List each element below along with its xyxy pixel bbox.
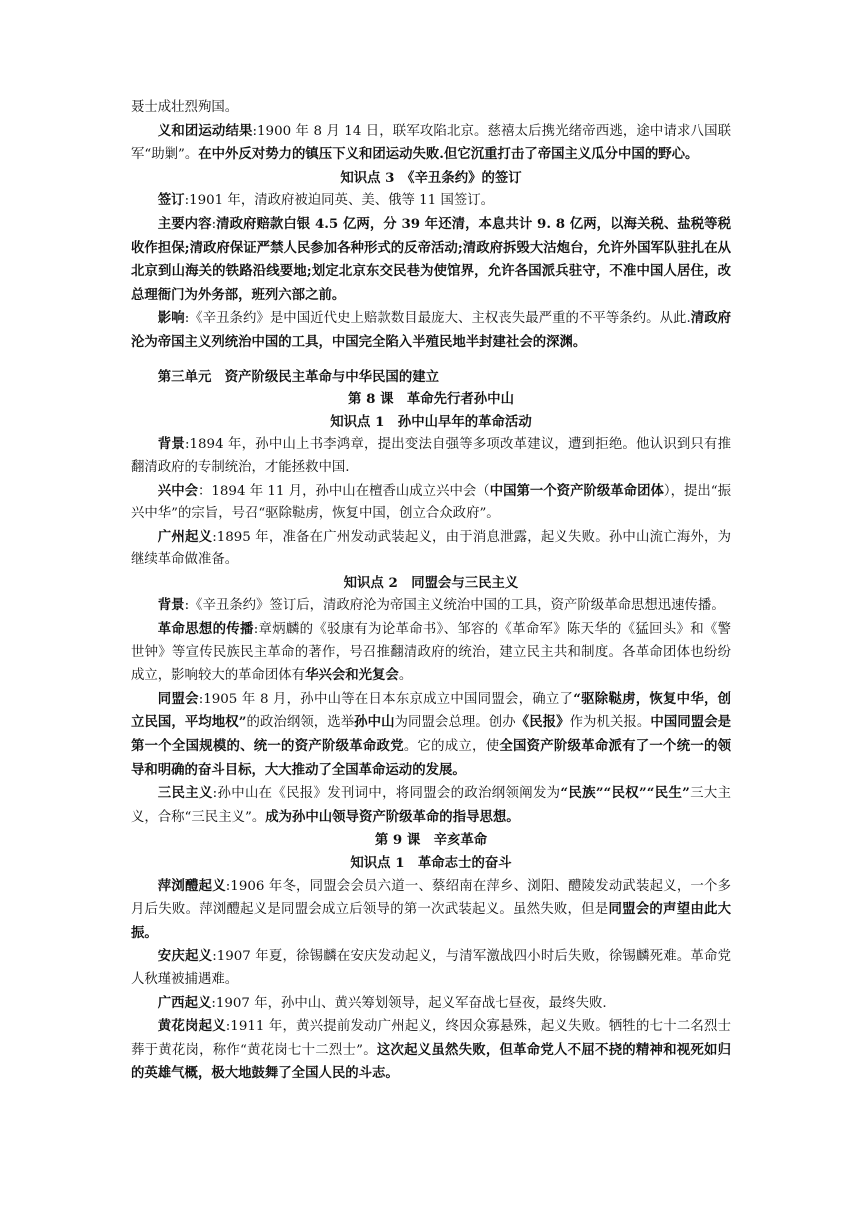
paragraph-text: 。它的成立，使 [403, 739, 500, 755]
bold-text: 全国资产阶级革命派有了一个统一的领导和明确的奋斗目标，大大推动了全国革命运动的发展。 [131, 738, 732, 778]
paragraph-guangxi-uprising [131, 992, 731, 1016]
paragraph-label: 萍浏醴起义 [157, 877, 226, 894]
paragraph-background [131, 594, 731, 618]
paragraph-text: :章炳麟的《驳康有为论革命书》、邹容的《革命军》陈天华的《猛回头》和《警世钟》等宣传民族民主革命的著作，号召推翻清政府的统治，建立民主共和制度。各革命团体也纷纷成立，影响较大的革命团体有 [131, 622, 732, 684]
paragraph-text: :1905 年 8 月，孙中山等在日本东京成立中国同盟会，确立了 [198, 691, 574, 707]
paragraph-boxer-result [131, 120, 731, 167]
paragraph-label: 兴中会 [157, 482, 198, 499]
bold-text: 成为孙中山领导资产阶级革命的指导思想。 [265, 808, 520, 825]
bold-text: 华兴会和光复会 [305, 667, 399, 684]
paragraph-label: 签订 [157, 192, 185, 209]
paragraph-text: :1900 年 8 月 14 日，联军攻陷北京。慈禧太后携光绪帝西逃，途中请求八国联军“助剿”。 [131, 123, 731, 163]
unit-heading: 第三单元 资产阶级民主革命与中华民国的建立 [157, 368, 439, 385]
paragraph-ideas-spread [131, 618, 731, 688]
knowledge-point-heading: 知识点 3 《辛丑条约》的签订 [340, 169, 522, 186]
bold-text: 清政府赔款白银 4.5 亿两，分 39 年还清，本息共计 9. 8 亿两，以海关税、盐税等税收作担保;清政府保证严禁人民参加各种形式的反帝活动;清政府拆毁大沽炮台，允许外国军队驻扎在从北京到山海关的铁路沿线要地;划定北京东交民巷为使馆界，允许各国派兵驻守，不准中国人居住，改总理衙门为外务部，班列六部之前。 [131, 215, 732, 303]
paragraph-main-content [131, 213, 731, 307]
knowledge-point-heading: 知识点 2 同盟会与三民主义 [343, 574, 519, 591]
paragraph-text: :1901 年，清政府被迫同英、美、俄等 11 国签订。 [184, 193, 495, 209]
paragraph-text: : [211, 216, 217, 232]
paragraph-xingzhonghui [131, 480, 731, 526]
paragraph [131, 97, 731, 120]
paragraph-text: 为同盟会总理。创办 [394, 715, 516, 731]
paragraph-text: 聂士成壮烈殉国。 [131, 100, 239, 115]
paragraph-label: 三民主义 [157, 785, 213, 802]
bold-text: 中国同盟会是第一个全国规模的、统一的资产阶级革命政党 [131, 714, 732, 755]
knowledge-point-heading: 知识点 1 革命志士的奋斗 [350, 855, 512, 871]
bold-text: 在中外反对势力的镇压下义和团运动失败.但它沉重打击了帝国主义瓜分中国的野心。 [198, 146, 699, 163]
document-body [131, 97, 731, 1086]
paragraph-text: :《辛丑条约》签订后，清政府沦为帝国主义统治中国的工具，资产阶级革命思想迅速传播。 [184, 598, 725, 614]
paragraph-label: 同盟会 [157, 690, 199, 707]
paragraph-label: 背景 [157, 597, 185, 614]
paragraph-text: ：1894 年 11 月，孙中山在檀香山成立兴中会（ [198, 483, 490, 499]
paragraph-label: 黄花岗起义 [157, 1018, 226, 1035]
paragraph-text: :1894 年，孙中山上书李鸿章，提出变法自强等多项改革建议，遭到拒绝。他认识到只有推翻清政府的专制统治，才能拯救中国. [131, 437, 732, 475]
paragraph-text: 。 [398, 668, 413, 684]
paragraph-label: 广州起义 [157, 528, 213, 545]
paragraph-text: :孙中山在《民报》发刊词中，将同盟会的政治纲领阐发为 [212, 786, 561, 802]
paragraph-text: 作为机关报。 [569, 715, 651, 731]
paragraph-impact [131, 307, 731, 354]
paragraph-label: 义和团运动结果 [157, 122, 253, 139]
paragraph-signing [131, 189, 731, 213]
bold-text: 清政府沦为帝国主义列统治中国的工具，中国完全陷入半殖民地半封建社会的深渊。 [131, 310, 732, 350]
paragraph-three-principles [131, 782, 731, 829]
paragraph-text: 三大主义，合称“三民主义”。 [131, 786, 732, 825]
paragraph-text: ），提出“振兴中华”的宗旨，号召“驱除鞑虏，恢复中国，创立合众政府”。 [131, 483, 732, 522]
paragraph-label: 革命思想的传播 [157, 621, 254, 638]
bold-text: 中国第一个资产阶级革命团体 [489, 482, 664, 499]
bold-text: 《民报》 [515, 714, 570, 731]
bold-text: “驱除鞑虏，恢复中华，创立民国，平均地权” [131, 690, 731, 731]
bold-text: “民族”“民权”“民生” [560, 785, 690, 802]
paragraph-label: 安庆起义 [157, 948, 213, 965]
lesson-heading: 第 8 课 革命先行者孙中山 [348, 391, 514, 408]
paragraph-text: :1895 年，准备在广州发动武装起义，由于消息泄露，起义失败。孙中山流亡海外，为继续革命做准备。 [131, 529, 732, 568]
paragraph-label: 主要内容 [157, 215, 212, 232]
bold-text: 同盟会的声望由此大振。 [131, 901, 732, 941]
knowledge-point-heading: 知识点 1 孙中山早年的革命活动 [330, 413, 532, 430]
paragraph-text: :1906 年冬，同盟会会员六道一、蔡绍南在萍乡、浏阳、醴陵发动武装起义，一个多月后失败。萍浏醴起义是同盟会成立后领导的第一次武装起义。虽然失败，但是 [131, 878, 732, 918]
lesson-heading: 第 9 课 辛亥革命 [374, 832, 488, 849]
paragraph-text: :1907 年夏，徐锡麟在安庆发动起义，与清军激战四小时后失败，徐锡麟死难。革命党人秋瑾被捕遇难。 [131, 949, 732, 987]
paragraph-text: :《辛丑条约》是中国近代史上赔款数目最庞大、主权丧失最严重的不平等条约。从此. [184, 311, 691, 327]
bold-text: 这次起义虽然失败，但革命党人不屈不挠的精神和视死如归的英雄气概，极大地鼓舞了全国人民的斗志。 [131, 1041, 731, 1082]
paragraph-background [131, 433, 731, 479]
paragraph-text: :1907 年，孙中山、黄兴筹划领导，起义军奋战七昼夜，最终失败. [211, 995, 607, 1011]
paragraph-pingliuli-uprising [131, 875, 731, 946]
paragraph-text: 的政治纲领，选举 [246, 715, 355, 731]
paragraph-tongmenghui [131, 688, 731, 782]
paragraph-anqing-uprising [131, 945, 731, 991]
paragraph-text: :1911 年，黄兴提前发动广州起义，终因众寡悬殊，起义失败。牺牲的七十二名烈士葬于黄花岗，称作“黄花岗七十二烈士”。 [131, 1019, 732, 1058]
bold-text: 孙中山 [354, 714, 395, 731]
paragraph-label: 广西起义 [157, 994, 212, 1011]
paragraph-huanghuagang-uprising [131, 1015, 731, 1086]
paragraph-label: 背景 [157, 436, 185, 453]
paragraph-guangzhou-uprising [131, 526, 731, 572]
paragraph-label: 影响 [157, 310, 185, 327]
